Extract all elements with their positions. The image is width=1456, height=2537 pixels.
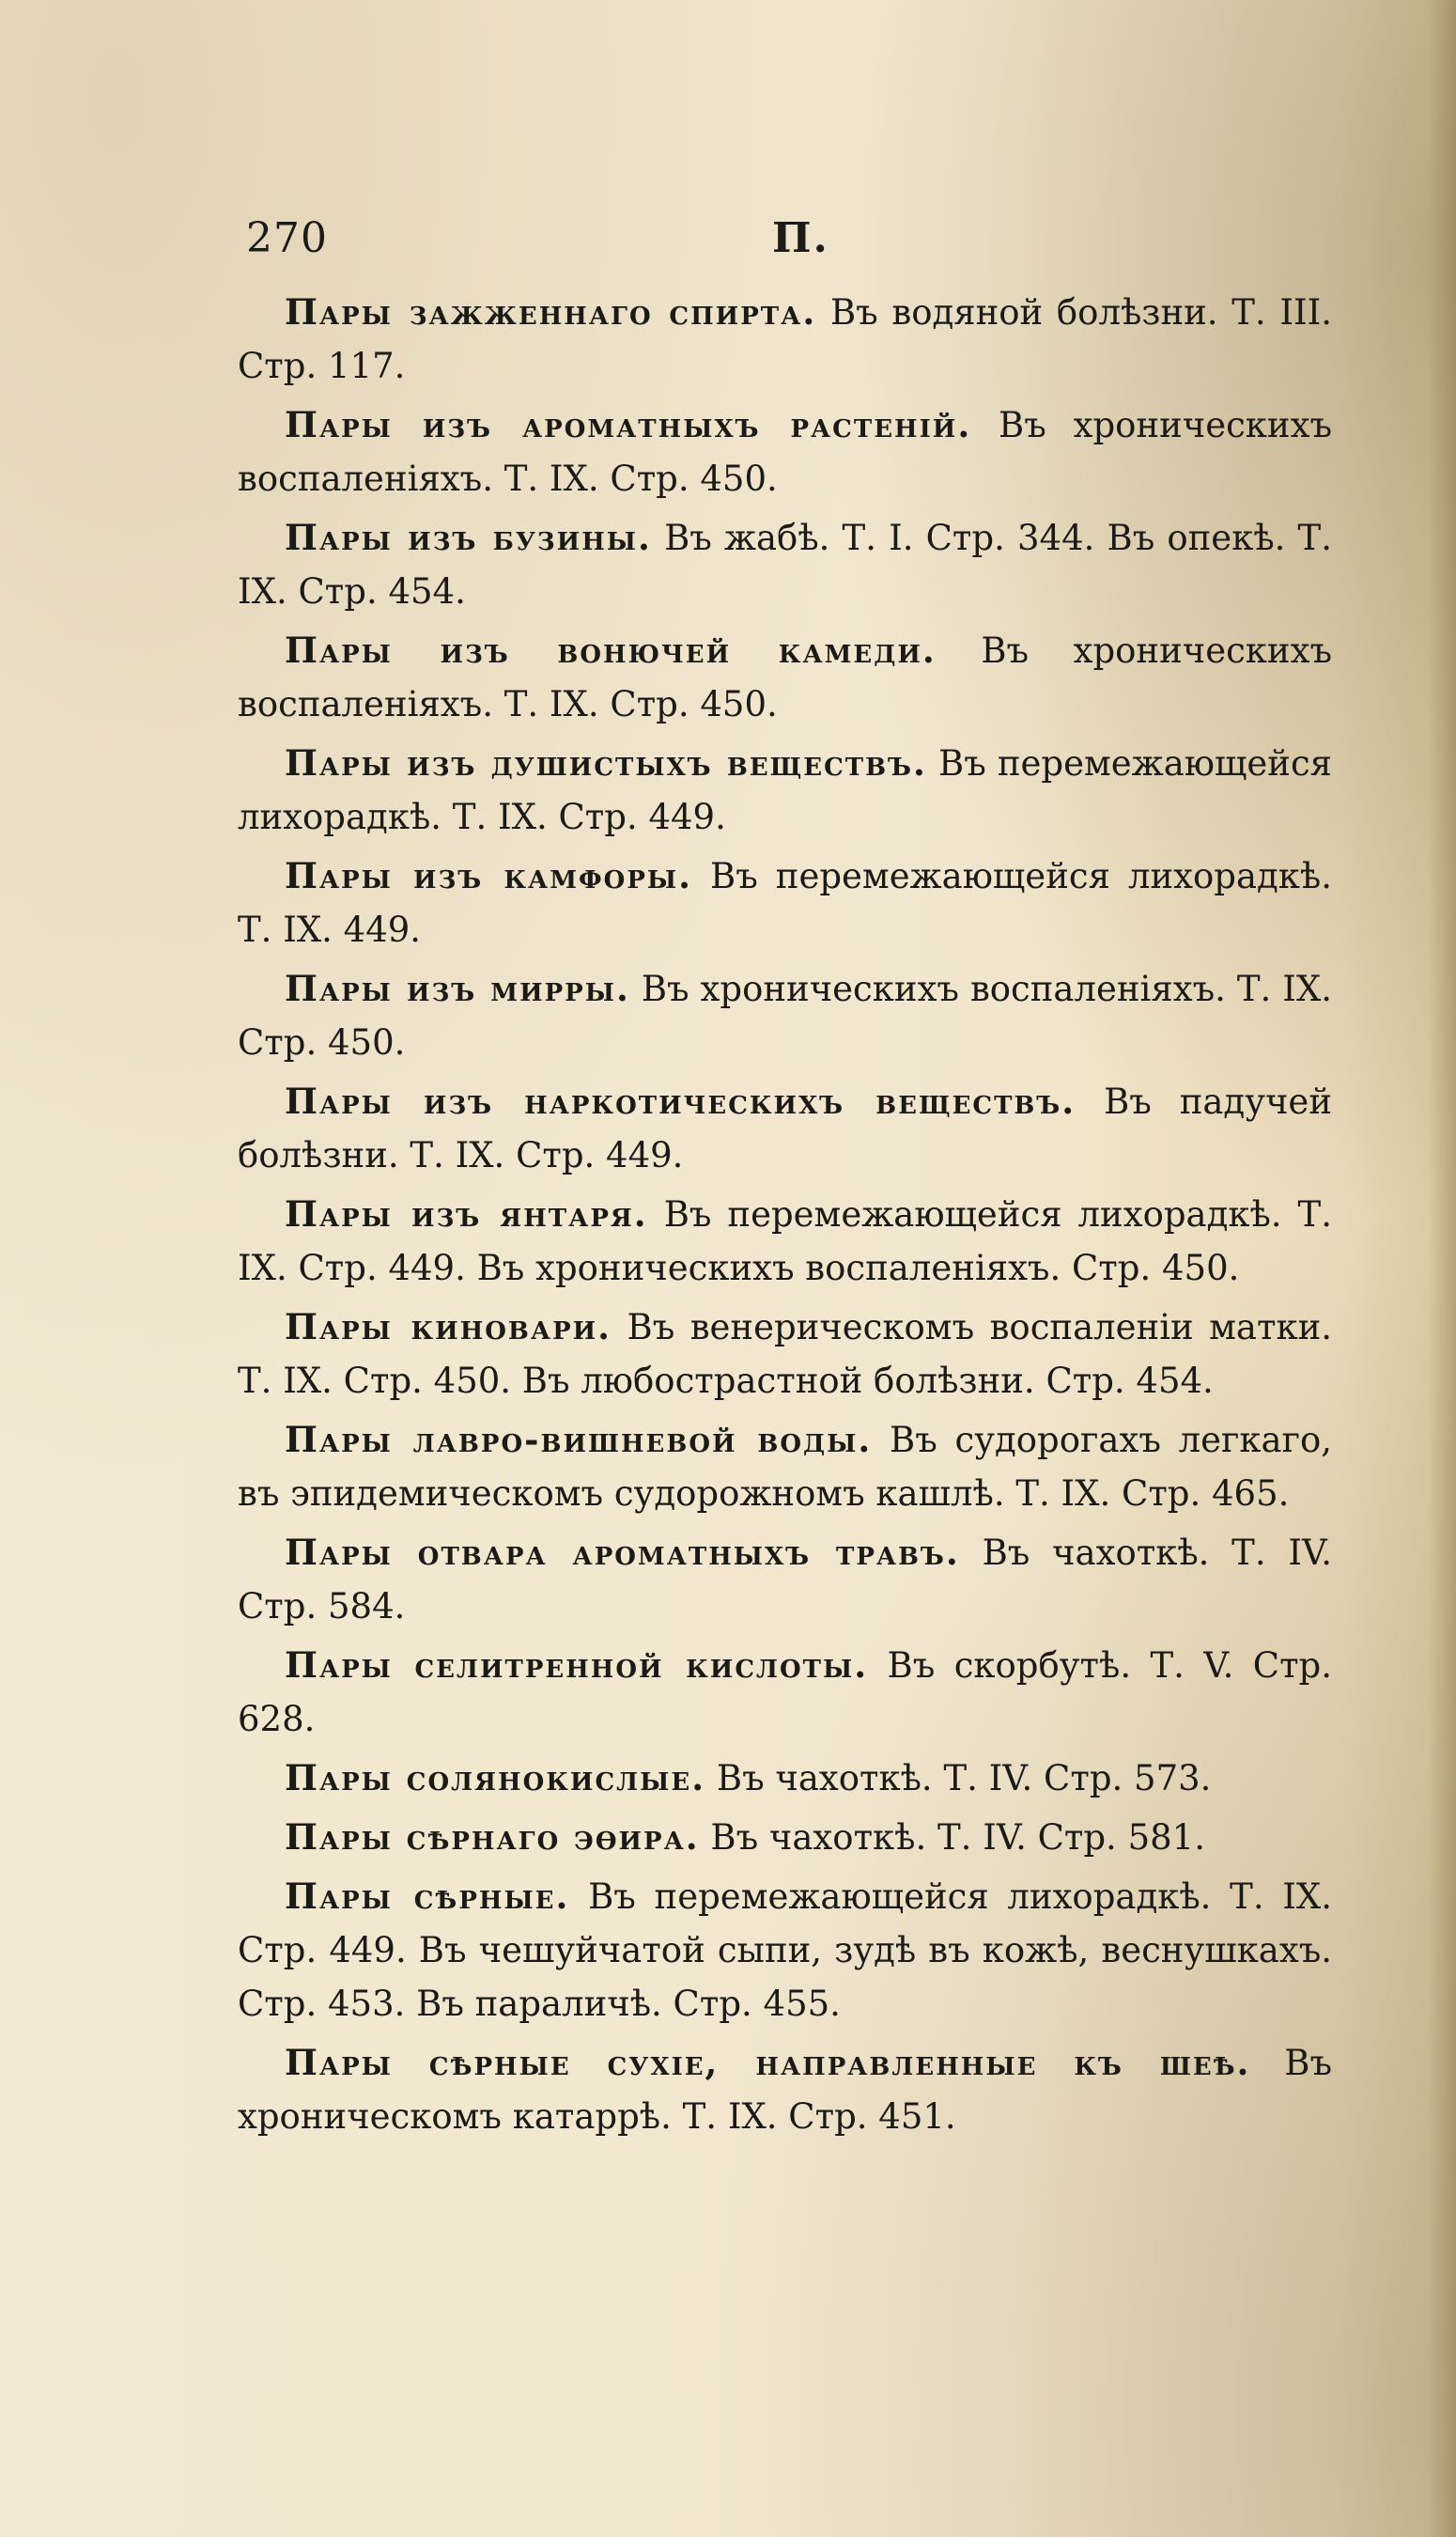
entry-heading: Пары отвара ароматныхъ травъ. bbox=[285, 1532, 960, 1573]
entry-text: Въ перемежающейся лихорадкѣ. Т. IX. Стр. 449. Въ чешуйчатой сыпи, зудѣ въ кожѣ, веснушкахъ. Стр. 453. Въ параличѣ. Стр. 455. bbox=[238, 1876, 1333, 2024]
index-entry bbox=[238, 1413, 1332, 1520]
index-entry bbox=[238, 1526, 1332, 1633]
page-header bbox=[246, 214, 1336, 280]
entry-heading: Пары лавро-вишневой воды. bbox=[285, 1419, 873, 1460]
entry-text: Въ перемежающейся лихорадкѣ. Т. IX. Стр. 449. bbox=[238, 743, 1333, 837]
entry-heading: Пары изъ наркотическихъ веществъ. bbox=[285, 1081, 1077, 1122]
entry-text: Въ хроническихъ воспаленіяхъ. Т. IX. Стр. 450. bbox=[238, 630, 1333, 724]
entry-text: Въ жабѣ. Т. I. Стр. 344. Въ опекѣ. Т. IX. Стр. 454. bbox=[238, 518, 1332, 612]
entry-heading: Пары сѣрнаго эѳира. bbox=[285, 1816, 700, 1858]
entry-heading: Пары зажженнаго спирта. bbox=[285, 291, 817, 333]
entry-heading: Пары изъ ароматныхъ растеній. bbox=[285, 404, 972, 445]
index-entry bbox=[238, 737, 1332, 844]
index-entries bbox=[238, 286, 1332, 2149]
entry-heading: Пары изъ камфоры. bbox=[285, 855, 692, 896]
entry-text: Въ венерическомъ воспаленіи матки. Т. IX. Стр. 450. Въ любострастной болѣзни. Стр. 454. bbox=[238, 1307, 1332, 1401]
entry-heading: Пары изъ янтаря. bbox=[285, 1193, 648, 1235]
entry-text: Въ судорогахъ легкаго, въ эпидемическомъ судорожномъ кашлѣ. Т. IX. Стр. 465. bbox=[238, 1420, 1332, 1514]
entry-text: Въ скорбутѣ. Т. V. Стр. 628. bbox=[238, 1645, 1332, 1739]
entry-text: Въ чахоткѣ. Т. IV. Стр. 584. bbox=[238, 1533, 1332, 1626]
entry-text: Въ хроническихъ воспаленіяхъ. Т. IX. Стр. 450. bbox=[238, 969, 1333, 1063]
index-entry bbox=[238, 1639, 1332, 1746]
index-entry bbox=[238, 2036, 1332, 2143]
index-entry bbox=[238, 511, 1332, 618]
index-entry bbox=[238, 1811, 1332, 1864]
entry-heading: Пары солянокислые. bbox=[285, 1757, 706, 1798]
entry-text: Въ падучей болѣзни. Т. IX. Стр. 449. bbox=[238, 1082, 1332, 1175]
index-entry bbox=[238, 398, 1332, 506]
index-entry bbox=[238, 1075, 1332, 1182]
index-entry bbox=[238, 1751, 1332, 1805]
index-entry bbox=[238, 962, 1332, 1069]
entry-text: Въ перемежающейся лихорадкѣ. Т. IX. Стр. 449. Въ хроническихъ воспаленіяхъ. Стр. 450. bbox=[238, 1194, 1332, 1288]
index-entry bbox=[238, 1300, 1332, 1408]
entry-heading: Пары киновари. bbox=[285, 1306, 612, 1347]
entry-text: Въ водяной болѣзни. Т. III. Стр. 117. bbox=[238, 292, 1332, 386]
entry-heading: Пары изъ душистыхъ веществъ. bbox=[285, 742, 927, 784]
page-number: 270 bbox=[246, 214, 328, 262]
entry-text: Въ хроническомъ катаррѣ. Т. IX. Стр. 451. bbox=[238, 2043, 1333, 2137]
section-letter: П. bbox=[772, 214, 829, 262]
entry-text: Въ чахоткѣ. Т. IV. Стр. 581. bbox=[710, 1817, 1205, 1858]
index-entry bbox=[238, 624, 1332, 731]
entry-heading: Пары изъ вонючей камеди. bbox=[285, 630, 937, 671]
entry-heading: Пары сѣрные. bbox=[285, 1876, 570, 1917]
index-entry bbox=[238, 849, 1332, 957]
entry-text: Въ чахоткѣ. Т. IV. Стр. 573. bbox=[716, 1758, 1212, 1798]
index-entry bbox=[238, 1188, 1332, 1295]
entry-heading: Пары изъ бузины. bbox=[285, 517, 652, 558]
entry-heading: Пары изъ мирры. bbox=[285, 968, 630, 1009]
entry-heading: Пары сѣрные сухіе, направленные къ шеѣ. bbox=[285, 2042, 1251, 2083]
entry-text: Въ хроническихъ воспаленіяхъ. Т. IX. Стр. 450. bbox=[238, 405, 1333, 499]
entry-text: Въ перемежающейся лихорадкѣ. Т. IX. 449. bbox=[238, 856, 1332, 950]
index-entry bbox=[238, 1870, 1332, 2031]
page-edge-shadow bbox=[1428, 0, 1456, 2537]
entry-heading: Пары селитренной кислоты. bbox=[285, 1644, 869, 1686]
index-entry bbox=[238, 286, 1332, 393]
